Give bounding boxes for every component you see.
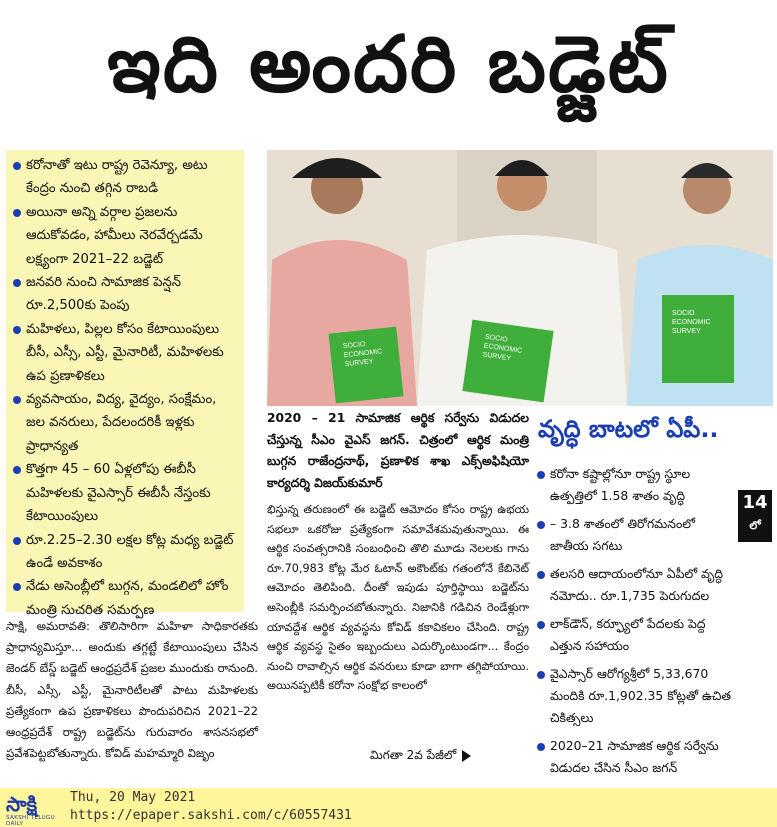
report-cover-center (462, 320, 553, 403)
photo-caption: 2020 – 21 సామాజిక ఆర్థిక సర్వేను విడుదల చేస్తున్న సీఎం వైఎస్ జగన్. చిత్రంలో ఆర్థిక మంత్రి బుగ్గన రాజేంద్రనాథ్, ప్రణాళిక శాఖ ఎక్స్‌అఫిషియో కార్యదర్శి విజయ్‌కుమార్ (267, 411, 529, 490)
article-body-middle: భిస్తున్న తరుణంలో ఈ బడ్జెట్ ఆమోదం కోసం రాష్ట్ర ఉభయ సభలూ ఒకరోజు ప్రత్యేకంగా సమావేశమవుతున్నాయి. ఈ ఆర్థిక సంవత్సరానికి సంబంధించి తొలి మూడు నెలలకు గాను రూ.70,983 కోట్ల మేర ఓటాన్ అకౌంట్‌కు గతంలోనే కేబినెట్ ఆమోదం తెలిపింది. దీంతో ఇపుడు పూర్తిస్థాయి బడ్జెట్‌ను అసెంబ్లీకి సమర్పించబోతున్నారు. నిజానికి గడిచిన రెండేళ్లుగా యావద్దేశ ఆర్థిక వ్యవస్థను కోవిడ్ కకావికలం చేసింది. రాష్ట్ర ఆర్థిక వ్యవస్థ సైతం ఇబ్బందులు ఎదుర్కొంటుండగా... కేంద్రం నుంచి రావాల్సిన ఆర్థిక వనరులు కూడా బాగా తగ్గిపోయాయి. అయినప్పటికీ కరోనా సంక్షోభ కాలంలో (267, 503, 529, 693)
continued-label: మిగతా 2వ పేజీలో (370, 748, 457, 762)
svg-text:ECONOMIC: ECONOMIC (483, 342, 523, 355)
edition-date: Thu, 20 May 2021 (70, 790, 196, 805)
growth-item: తలసరి ఆదాయంలోనూ ఏపీలో వృద్ధి నమోదు.. రూ.1,735 పెరుగుదల (536, 563, 736, 607)
highlight-item: అయినా అన్ని వర్గాల ప్రజలను ఆదుకోవడం, హామీలు నెరవేర్చడమే లక్ష్యంగా 2021–22 బడ్జెట్ (12, 201, 238, 271)
svg-text:SURVEY: SURVEY (482, 351, 512, 363)
svg-text:SURVEY: SURVEY (344, 358, 374, 369)
page-reference-box[interactable] (738, 490, 772, 542)
play-arrow-icon (462, 750, 471, 762)
svg-text:SOCIO: SOCIO (484, 333, 508, 344)
svg-text:SOCIO: SOCIO (342, 340, 366, 351)
highlight-item: కరోనాతో ఇటు రాష్ట్ర రెవెన్యూ, అటు కేంద్రం నుంచి తగ్గిన రాబడి (12, 154, 238, 201)
headline (0, 0, 777, 148)
highlight-item: కొత్తగా 45 – 60 ఏళ్లలోపు ఈబీసీ మహిళలకు వైఎస్సార్ ఈబీసీ నేస్తంకు కేటాయింపులు (12, 458, 238, 528)
growth-item: – 3.8 శాతంలో తిరోగమనంలో జాతీయ సగటు (536, 513, 736, 557)
headline-text: ఇది అందరి బడ్జెట్ (107, 19, 670, 110)
growth-item: 2020–21 సామాజిక ఆర్థిక సర్వేను విడుదల చేసిన సీఎం జగన్ (536, 735, 736, 779)
article-body-left: సాక్షి, అమరావతి: తొలిసారిగా మహిళా సాధికారతకు ప్రాధాన్యమిస్తూ... అందుకు తగ్గట్టే కేటాయింపులు చేసిన జెండర్ బేస్డ్ బడ్జెట్ ఆంధ్రప్రదేశ్ ప్రజల ముందుకు రానుంది. బీసీ, ఎస్సీ, ఎస్టీ, మైనారిటీలతో పాటు మహిళలకు ప్రత్యేకంగా ఉప ప్రణాళికలు పొందుపరిచిన 2021–22 ఆంధ్రప్రదేశ్ రాష్ట్ర బడ్జెట్‌ను గురువారం శాసనసభలో ప్రవేశపెట్టబోతున్నారు. కోవిడ్ మహమ్మారి విజృం (6, 619, 258, 761)
highlight-item: రూ.2.25–2.30 లక్షల కోట్ల మధ్య బడ్జెట్ ఉండే అవకాశం (12, 529, 238, 576)
logo-subtitle: SAKSHI TELUGU DAILY (6, 815, 56, 827)
growth-item: వైఎస్సార్ ఆరోగ్యశ్రీలో 5,33,670 మందికి రూ.1,902.35 కోట్లతో ఉచిత చికిత్సలు (536, 663, 736, 729)
page-number-suffix: లో (749, 519, 761, 532)
growth-item: కరోనా కష్టాల్లోనూ రాష్ట్ర స్థూల ఉత్పత్తిలో 1.58 శాతం వృద్ధి (536, 463, 736, 507)
report-cover-left (329, 327, 404, 404)
footer-bar (0, 788, 777, 827)
highlight-item: మహిళలు, పిల్లల కోసం కేటాయింపులు బీసీ, ఎస్సీ, ఎస్టీ, మైనారిటీ, మహిళలకు ఉప ప్రణాళికలు (12, 318, 238, 388)
svg-text:SOCIO: SOCIO (672, 310, 695, 317)
highlight-item: నేడు అసెంబ్లీలో బుగ్గన, మండలిలో హోం మంత్రి సుచరిత సమర్పణ (12, 575, 238, 622)
press-photo (267, 150, 773, 406)
logo-word: సాక్షి (6, 792, 38, 816)
svg-text:ECONOMIC: ECONOMIC (672, 319, 711, 326)
sakshi-logo[interactable] (4, 792, 62, 827)
highlights-box-left (6, 150, 244, 618)
photo-illustration (267, 150, 773, 406)
highlight-item: వ్యవసాయం, విద్య, వైద్యం, సంక్షేమం, జల వనరులు, పేదలందరికీ ఇళ్లకు ప్రాధాన్యత (12, 388, 238, 458)
growth-item: లాక్‌డౌన్, కర్ఫ్యూలో పేదలకు పెద్ద ఎత్తున సహాయం (536, 613, 736, 657)
report-cover-right (662, 295, 734, 383)
page-number: 14 (742, 492, 768, 513)
svg-text:ECONOMIC: ECONOMIC (343, 348, 383, 360)
svg-text:SURVEY: SURVEY (672, 328, 701, 335)
epaper-link[interactable]: https://epaper.sakshi.com/c/60557431 (70, 808, 352, 823)
growth-highlights (536, 463, 736, 785)
highlight-item: జనవరి నుంచి సామాజిక పెన్షన్ రూ.2,500కు పెంపు (12, 271, 238, 318)
continued-on-page[interactable] (370, 748, 471, 765)
growth-heading: వృద్ధి బాటలో ఏపీ.. (538, 415, 719, 443)
